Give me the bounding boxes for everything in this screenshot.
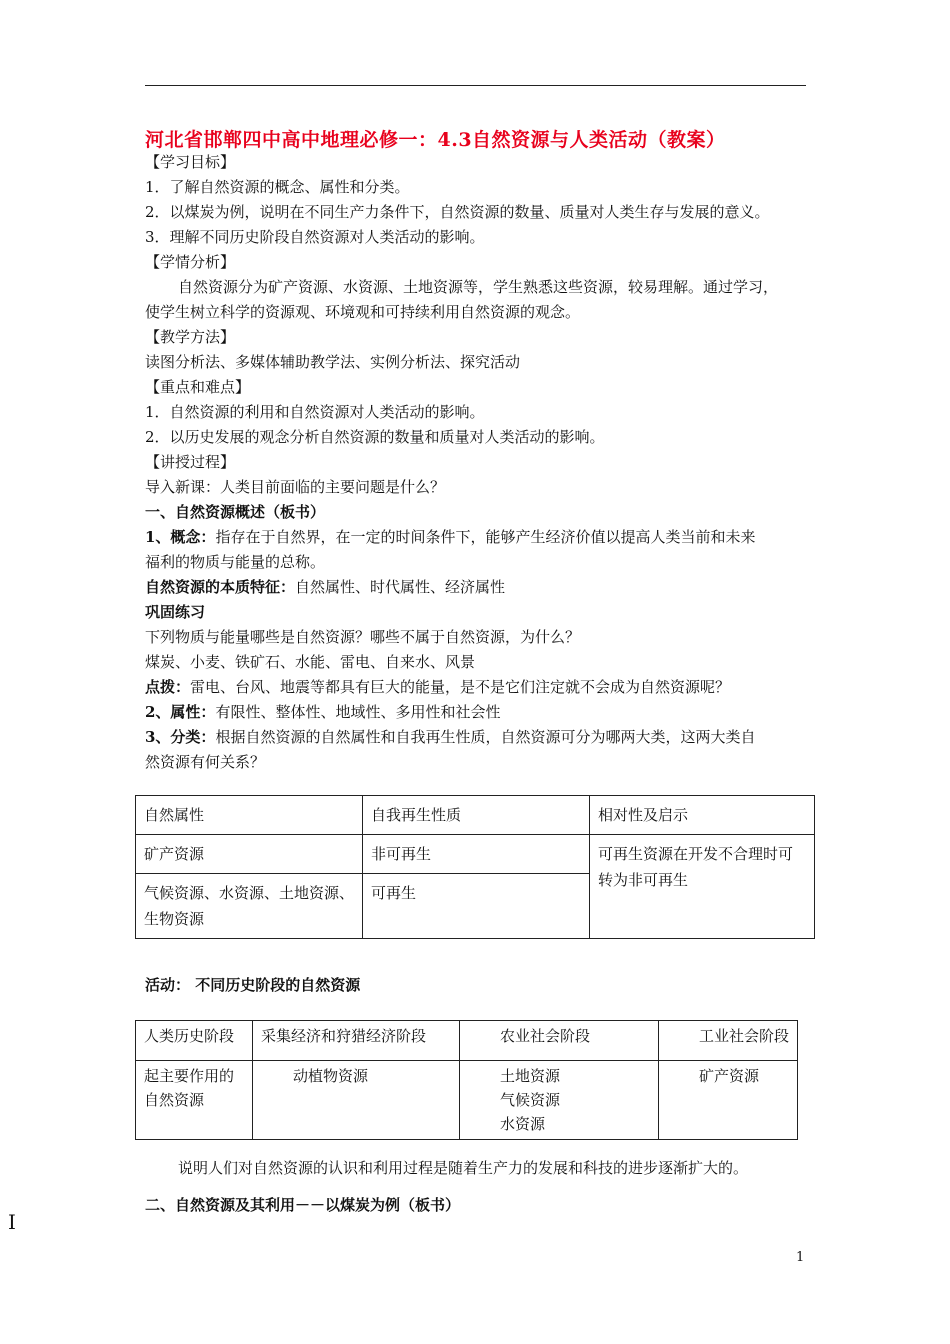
table-cell: 气候资源、水资源、土地资源、生物资源: [136, 874, 363, 939]
essence-text: 自然属性、时代属性、经济属性: [295, 578, 506, 596]
section-heading-key-points: 【重点和难点】: [145, 378, 251, 396]
table-cell: 矿产资源: [659, 1061, 798, 1140]
methods-text: 读图分析法、多媒体辅助教学法、实例分析法、探究活动: [145, 353, 521, 371]
resource-classification-table: [135, 795, 815, 939]
table-row: [136, 1061, 798, 1140]
section-heading-methods: 【教学方法】: [145, 328, 236, 346]
table-row: [136, 796, 815, 835]
concept-line: [145, 527, 755, 547]
practice-heading: 巩固练习: [145, 603, 206, 621]
table-row: [136, 1021, 798, 1061]
section-heading-process: 【讲授过程】: [145, 453, 236, 471]
table-cell: 可再生资源在开发不合理时可转为非可再生: [590, 835, 815, 939]
table-header-cell: 采集经济和狩猎经济阶段: [253, 1021, 460, 1061]
concept-label: 1、概念：: [145, 528, 216, 546]
table-header-cell: 相对性及启示: [590, 796, 815, 835]
table-header-cell: 农业社会阶段: [460, 1021, 659, 1061]
concept-text: 指存在于自然界，在一定的时间条件下，能够产生经济价值以提高人类当前和未来: [215, 528, 756, 546]
history-stage-table: [135, 1020, 798, 1140]
classification-line: [145, 727, 755, 747]
table-cell: 非可再生: [363, 835, 590, 874]
section-heading-analysis: 【学情分析】: [145, 253, 236, 271]
section-heading-objectives: 【学习目标】: [145, 153, 236, 171]
activity-conclusion: 说明人们对自然资源的认识和利用过程是随着生产力的发展和科技的进步逐渐扩大的。: [178, 1159, 749, 1177]
objective-3: 3．理解不同历史阶段自然资源对人类活动的影响。: [145, 228, 485, 246]
table-cell: 起主要作用的自然资源: [136, 1061, 253, 1140]
classification-label: 3、分类：: [145, 728, 216, 746]
table-header-cell: 自然属性: [136, 796, 363, 835]
key-point-2: 2．以历史发展的观念分析自然资源的数量和质量对人类活动的影响。: [145, 428, 605, 446]
page-number: 1: [796, 1250, 805, 1265]
practice-question: 下列物质与能量哪些是自然资源？哪些不属于自然资源，为什么？: [145, 628, 581, 646]
essence-line: [145, 577, 505, 597]
part-1-heading: 一、自然资源概述（板书）: [145, 503, 326, 521]
key-point-1: 1．自然资源的利用和自然资源对人类活动的影响。: [145, 403, 485, 421]
essence-label: 自然资源的本质特征：: [145, 578, 296, 596]
table-header-cell: 工业社会阶段: [659, 1021, 798, 1061]
hint-label: 点拨：: [145, 678, 191, 696]
attributes-line: [145, 702, 500, 722]
objective-2: 2．以煤炭为例，说明在不同生产力条件下，自然资源的数量、质量对人类生存与发展的意义。: [145, 203, 770, 221]
table-cell: 动植物资源: [253, 1061, 460, 1140]
table-cell-line: 气候资源: [500, 1091, 561, 1109]
table-header-cell: 自我再生性质: [363, 796, 590, 835]
header-rule: [145, 85, 806, 86]
classification-text: 根据自然资源的自然属性和自我再生性质，自然资源可分为哪两大类，这两大类自: [215, 728, 756, 746]
attributes-label: 2、属性：: [145, 703, 216, 721]
table-cell: 可再生: [363, 874, 590, 939]
table-cell-line: 土地资源: [500, 1067, 561, 1085]
table-cell: 矿产资源: [136, 835, 363, 874]
text-cursor-icon: I: [8, 1210, 16, 1234]
analysis-text-1: 自然资源分为矿产资源、水资源、土地资源等，学生熟悉这些资源，较易理解。通过学习，: [178, 278, 779, 296]
objective-1: 1．了解自然资源的概念、属性和分类。: [145, 178, 410, 196]
hint-line: [145, 677, 730, 697]
analysis-text-2: 使学生树立科学的资源观、环境观和可持续利用自然资源的观念。: [145, 303, 581, 321]
part-2-heading: 二、自然资源及其利用－－以煤炭为例（板书）: [145, 1196, 461, 1214]
table-cell: [460, 1061, 659, 1140]
table-row: [136, 835, 815, 874]
intro-question: 导入新课：人类目前面临的主要问题是什么？: [145, 478, 446, 496]
practice-items: 煤炭、小麦、铁矿石、水能、雷电、自来水、风景: [145, 653, 476, 671]
activity-heading: 活动： 不同历史阶段的自然资源: [145, 976, 361, 994]
table-header-cell: 人类历史阶段: [136, 1021, 253, 1061]
concept-text-cont: 福利的物质与能量的总称。: [145, 553, 326, 571]
classification-text-cont: 然资源有何关系？: [145, 753, 266, 771]
attributes-text: 有限性、整体性、地域性、多用性和社会性: [215, 703, 501, 721]
document-title: 河北省邯郸四中高中地理必修一：4.3自然资源与人类活动（教案）: [145, 129, 726, 151]
table-cell-line: 水资源: [500, 1115, 546, 1133]
hint-text: 雷电、台风、地震等都具有巨大的能量，是不是它们注定就不会成为自然资源呢？: [190, 678, 731, 696]
